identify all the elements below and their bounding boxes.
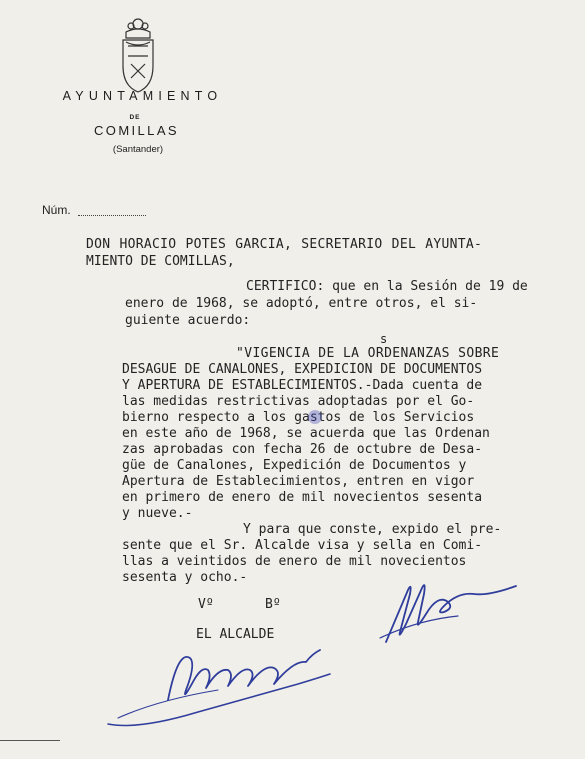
bottom-rule — [0, 740, 60, 741]
letterhead-de: DE — [129, 114, 141, 121]
letterhead-ayuntamiento: AYUNTAMIENTO — [62, 89, 223, 103]
text-line: en este año de 1968, se acuerda que las Ordenan — [122, 426, 490, 441]
coat-of-arms-icon — [114, 16, 162, 94]
text-line: y nueve.- — [122, 506, 193, 521]
text-line: zas aprobadas con fecha 26 de octubre de Desa- — [122, 442, 483, 457]
text-line: DESAGUE DE CANALONES, EXPEDICION DE DOCUMENTOS — [122, 362, 483, 377]
mayor-signature — [98, 640, 338, 735]
text-line: CERTIFICO: que en la Sesión de 19 de — [246, 279, 528, 294]
text-line: güe de Canalones, Expedición de Documentos y — [122, 458, 467, 473]
letterhead-comillas: COMILLAS — [94, 123, 179, 138]
ink-smudge — [308, 410, 322, 424]
text-line: en primero de enero de mil novecientos sesenta — [122, 490, 483, 505]
text-line: guiente acuerdo: — [125, 313, 251, 328]
text-line: Apertura de Establecimientos, entren en vigor — [122, 474, 475, 489]
letterhead-santander: (Santander) — [112, 144, 164, 155]
alcalde-label: EL ALCALDE — [196, 627, 275, 642]
text-line: "VIGENCIA DE LA ORDENANZAS SOBRE — [236, 346, 500, 361]
secretary-signature — [378, 572, 528, 647]
text-line: sente que el Sr. Alcalde visa y sella en Comi- — [122, 538, 483, 553]
text-line: bierno respecto a los gastos de los Servicios — [122, 410, 475, 425]
inserted-letter: s — [380, 332, 388, 346]
text-line: llas a veintidos de enero de mil novecientos — [122, 554, 467, 569]
num-label: Núm. — [42, 203, 71, 217]
num-line — [78, 215, 146, 216]
text-line: Y APERTURA DE ESTABLECIMIENTOS.-Dada cuenta de — [122, 378, 483, 393]
text-line: DON HORACIO POTES GARCIA, SECRETARIO DEL AYUNTA- — [86, 237, 483, 252]
text-line: Y para que conste, expido el pre- — [243, 522, 502, 537]
text-line: sesenta y ocho.- — [122, 570, 248, 585]
visto-label: Vº — [198, 597, 214, 612]
text-line: MIENTO DE COMILLAS, — [86, 254, 235, 269]
bueno-label: Bº — [265, 597, 281, 612]
text-line: las medidas restrictivas adoptadas por el Go- — [122, 394, 475, 409]
text-line: enero de 1968, se adoptó, entre otros, el si- — [125, 296, 478, 311]
